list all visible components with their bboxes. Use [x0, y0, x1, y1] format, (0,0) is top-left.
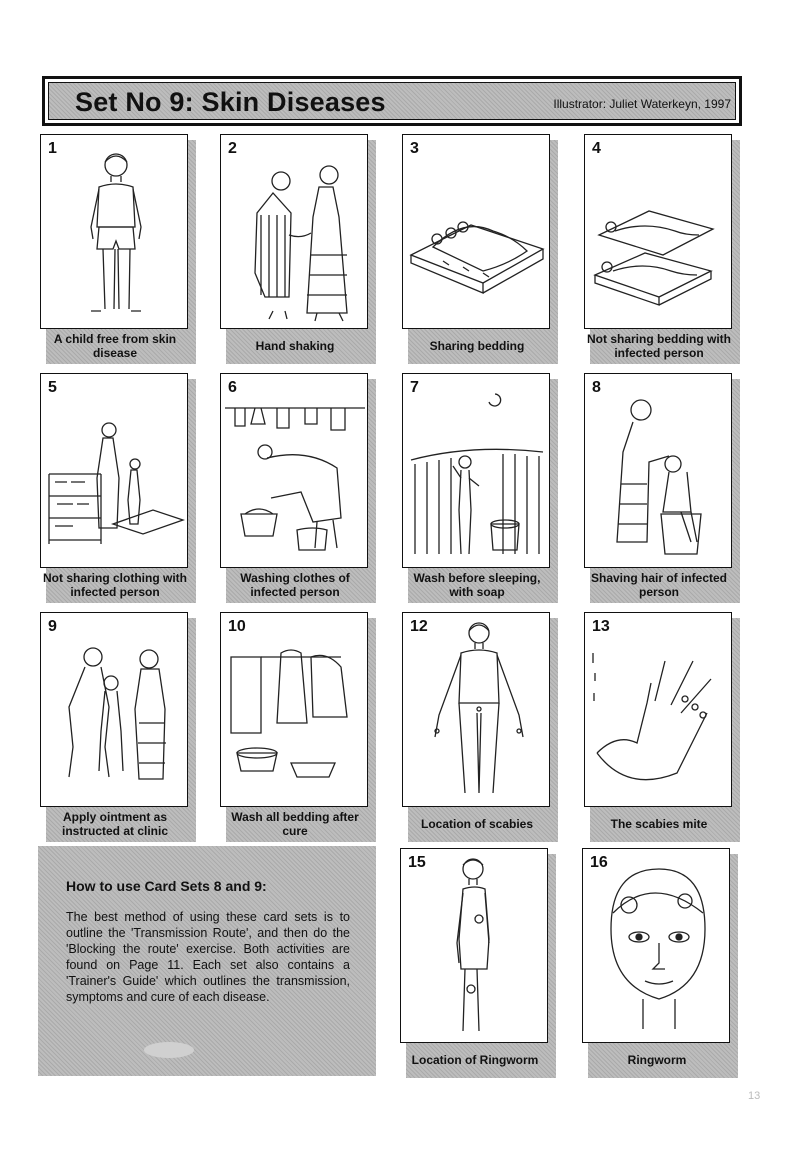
card-number: 8 [592, 379, 601, 396]
ringworm-body-icon [401, 849, 548, 1043]
card-7 [402, 373, 554, 603]
card-5 [40, 373, 192, 603]
how-to-panel [38, 846, 376, 1076]
card-9 [40, 612, 192, 842]
card-caption: Shaving hair of infected person [590, 571, 728, 599]
card-number: 2 [228, 140, 237, 157]
card-caption: Wash all bedding after cure [231, 810, 359, 838]
card-6 [220, 373, 372, 603]
card-12 [402, 612, 554, 842]
card-number: 1 [48, 140, 57, 157]
card-caption: Ringworm [627, 1053, 687, 1067]
how-to-title: How to use Card Sets 8 and 9: [66, 878, 267, 894]
washing-bedding-icon [221, 613, 368, 807]
scabies-body-icon [403, 613, 550, 807]
card-caption: Apply ointment as instructed at clinic [61, 810, 169, 838]
card-number: 10 [228, 618, 246, 635]
page-header [42, 76, 742, 126]
header-banner [48, 82, 736, 120]
clothing-shelves-icon [41, 374, 188, 568]
child-standing-icon [41, 135, 188, 329]
page-number: 13 [748, 1090, 761, 1102]
card-13 [584, 612, 736, 842]
card-8 [584, 373, 736, 603]
card-number: 4 [592, 140, 601, 157]
hand-shaking-icon [221, 135, 368, 329]
card-4 [584, 134, 736, 364]
card-number: 15 [408, 854, 426, 871]
card-number: 6 [228, 379, 237, 396]
card-1 [40, 134, 192, 364]
washing-clothes-icon [221, 374, 368, 568]
decorative-oval [144, 1042, 194, 1058]
card-15 [400, 848, 552, 1078]
card-number: 16 [590, 854, 608, 871]
card-number: 7 [410, 379, 419, 396]
card-caption: Hand shaking [255, 339, 335, 353]
card-caption: A child free from skin disease [53, 332, 177, 360]
card-16 [582, 848, 734, 1078]
card-caption: Wash before sleeping, with soap [413, 571, 541, 599]
card-number: 5 [48, 379, 57, 396]
card-number: 9 [48, 618, 57, 635]
card-caption: Not sharing clothing with infected person [43, 571, 187, 599]
applying-ointment-icon [41, 613, 188, 807]
shared-bed-icon [403, 135, 550, 329]
card-caption: The scabies mite [610, 817, 708, 831]
card-caption: Washing clothes of infected person [240, 571, 350, 599]
card-number: 3 [410, 140, 419, 157]
ringworm-face-icon [583, 849, 730, 1043]
card-caption: Not sharing bedding with infected person [587, 332, 731, 360]
card-caption: Location of Ringworm [411, 1053, 539, 1067]
separate-beds-icon [585, 135, 732, 329]
how-to-body: The best method of using these card sets is to outline the 'Transmission Route', and then do the 'Blocking the route' exercise. Both activities are found on Page 11. Each set also contains a 'Trainer's Guide' which outlines the transmission, symptoms and cure of each disease. [66, 910, 350, 1004]
card-10 [220, 612, 372, 842]
card-number: 13 [592, 618, 610, 635]
scabies-hand-icon [585, 613, 732, 807]
card-caption: Location of scabies [420, 817, 534, 831]
card-2 [220, 134, 372, 364]
card-3 [402, 134, 554, 364]
page-title: Set No 9: Skin Diseases [75, 87, 386, 117]
illustrator-credit: Illustrator: Juliet Waterkeyn, 1997 [553, 97, 731, 111]
card-number: 12 [410, 618, 428, 635]
shaving-hair-icon [585, 374, 732, 568]
washing-with-soap-icon [403, 374, 550, 568]
card-caption: Sharing bedding [429, 339, 525, 353]
